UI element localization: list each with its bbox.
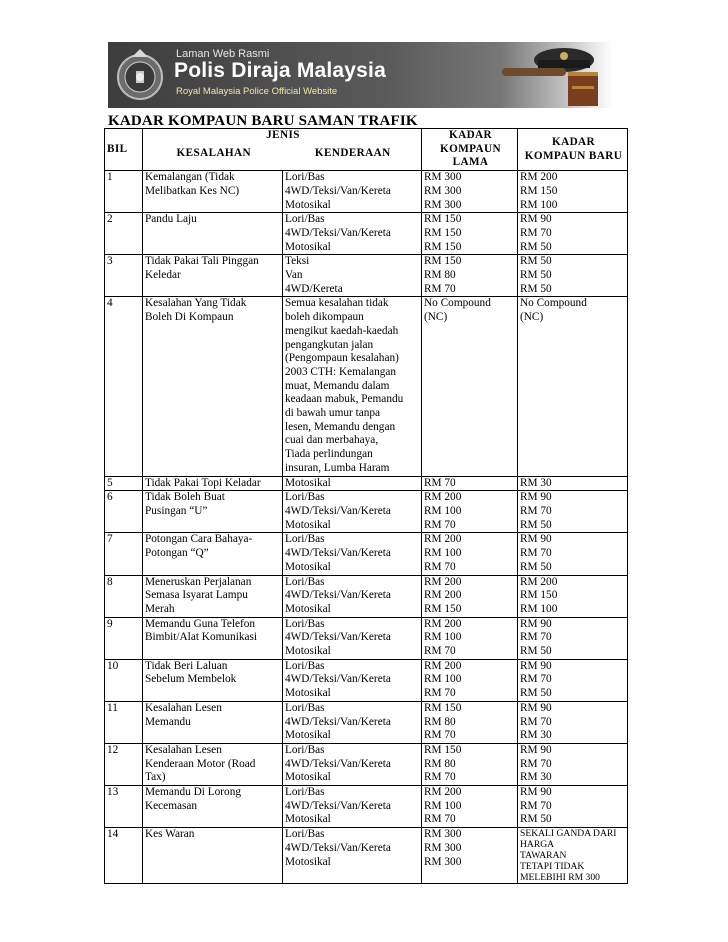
table-row (105, 701, 628, 743)
header-bil: BIL (105, 129, 143, 171)
cell-kenderaan (283, 213, 422, 255)
cell-kenderaan-line: Lori/Bas (285, 743, 325, 756)
cell-kenderaan-line: Motosikal (285, 560, 331, 573)
cell-kesalahan (143, 491, 283, 533)
cell-kadar-baru-line: RM 100 (520, 198, 558, 211)
cell-kadar-baru-line: RM 90 (520, 491, 552, 504)
cell-kadar-baru (518, 659, 628, 701)
cell-kesalahan (143, 255, 283, 297)
compound-rates-table (104, 128, 628, 884)
cell-kadar-lama-line: RM 200 (424, 786, 462, 799)
cell-kesalahan-line: Tax) (145, 771, 166, 784)
cell-kenderaan (283, 297, 422, 476)
cell-kenderaan (283, 476, 422, 491)
cell-kenderaan-line: 4WD/Teksi/Van/Kereta (285, 589, 391, 602)
cell-kadar-baru (518, 491, 628, 533)
banner-title: Polis Diraja Malaysia (174, 59, 386, 82)
cell-bil-line: 6 (107, 491, 113, 504)
cell-kadar-baru-line: RM 90 (520, 213, 552, 226)
cell-kadar-baru-line: TETAPI TIDAK (520, 861, 585, 873)
cell-kesalahan-line: Potongan “Q” (145, 547, 209, 560)
cell-kenderaan-line: (Pengompaun kesalahan) (285, 352, 399, 365)
cell-kenderaan-line: Tiada perlindungan (285, 448, 373, 461)
cell-kesalahan-line: Kesalahan Lesen (145, 743, 222, 756)
cell-kadar-baru-line: RM 90 (520, 701, 552, 714)
cell-bil-line: 11 (107, 701, 118, 714)
cell-bil-line: 10 (107, 659, 119, 672)
cell-kadar-baru (518, 575, 628, 617)
cell-kesalahan (143, 575, 283, 617)
table-row (105, 786, 628, 828)
cell-kenderaan-line: Motosikal (285, 518, 331, 531)
cell-kenderaan-line: Lori/Bas (285, 171, 325, 184)
cell-kadar-baru-line: RM 150 (520, 589, 558, 602)
banner-tagline: Royal Malaysia Police Official Website (176, 86, 338, 97)
cell-kenderaan-line: 2003 CTH: Kemalangan (285, 365, 397, 378)
cell-bil-line: 9 (107, 617, 113, 630)
cell-kadar-baru-line: RM 50 (520, 645, 552, 658)
cell-kenderaan-line: mengikut kaedah-kaedah (285, 324, 399, 337)
cell-kadar-lama (422, 255, 518, 297)
cell-bil-line: 3 (107, 255, 113, 268)
table-row (105, 213, 628, 255)
table-row (105, 659, 628, 701)
cell-kenderaan-line: Lori/Bas (285, 213, 325, 226)
cell-kadar-lama-line: RM 150 (424, 602, 462, 615)
cell-kenderaan (283, 617, 422, 659)
cell-kadar-lama (422, 828, 518, 884)
cell-kesalahan (143, 828, 283, 884)
cell-kadar-lama-line: RM 70 (424, 687, 456, 700)
cell-kadar-lama-line: RM 300 (424, 855, 462, 868)
cell-bil (105, 213, 143, 255)
cell-kenderaan (283, 743, 422, 785)
cell-kenderaan (283, 533, 422, 575)
cell-kenderaan-line: keadaan mabuk, Pemandu (285, 393, 404, 406)
cell-kadar-baru (518, 255, 628, 297)
cell-kadar-lama-line: RM 200 (424, 617, 462, 630)
cell-kenderaan-line: Lori/Bas (285, 828, 325, 841)
cell-kadar-baru-line: RM 50 (520, 518, 552, 531)
document-title: KADAR KOMPAUN BARU SAMAN TRAFIK (108, 113, 418, 129)
cell-kadar-baru-line: RM 200 (520, 171, 558, 184)
cell-kenderaan-line: 4WD/Teksi/Van/Kereta (285, 547, 391, 560)
cell-bil (105, 476, 143, 491)
cell-kadar-lama-line: RM 150 (424, 226, 462, 239)
cell-kadar-lama-line: RM 100 (424, 673, 462, 686)
cell-kenderaan (283, 171, 422, 213)
cell-kadar-lama-line: RM 70 (424, 518, 456, 531)
cell-kadar-lama (422, 533, 518, 575)
cell-kadar-baru-line: RM 70 (520, 757, 552, 770)
cell-kadar-baru-line: (NC) (520, 311, 544, 324)
cell-kadar-baru-line: RM 50 (520, 269, 552, 282)
cell-kesalahan-line: Kes Waran (145, 828, 195, 841)
cell-kesalahan (143, 533, 283, 575)
cell-kadar-baru-line: RM 100 (520, 602, 558, 615)
cell-kesalahan (143, 476, 283, 491)
cell-kenderaan-line: Lori/Bas (285, 617, 325, 630)
cell-kesalahan-line: Meneruskan Perjalanan (145, 575, 252, 588)
cell-kadar-baru-line: RM 70 (520, 715, 552, 728)
cell-kenderaan-line: Motosikal (285, 729, 331, 742)
cell-kenderaan-line: lesen, Memandu dengan (285, 420, 396, 433)
cell-kenderaan-line: Semua kesalahan tidak (285, 297, 389, 310)
cell-bil-line: 1 (107, 171, 113, 184)
cell-kesalahan-line: Kenderaan Motor (Road (145, 757, 256, 770)
cell-bil (105, 533, 143, 575)
cell-kesalahan-line: Keledar (145, 269, 181, 282)
cell-kadar-baru (518, 533, 628, 575)
cell-kenderaan-line: cuai dan merbahaya, (285, 434, 379, 447)
cell-kesalahan-line: Kemalangan (Tidak (145, 171, 235, 184)
cell-kesalahan-line: Memandu (145, 715, 191, 728)
cell-kadar-baru-line: RM 30 (520, 771, 552, 784)
cell-bil (105, 255, 143, 297)
cell-kadar-baru-line: RM 90 (520, 617, 552, 630)
cell-kesalahan (143, 171, 283, 213)
cell-kenderaan (283, 491, 422, 533)
cell-kenderaan-line: 4WD/Teksi/Van/Kereta (285, 757, 391, 770)
cell-kesalahan-line: Kecemasan (145, 799, 198, 812)
cell-kadar-lama-line: RM 70 (424, 771, 456, 784)
cell-kesalahan (143, 297, 283, 476)
cell-kenderaan-line: 4WD/Teksi/Van/Kereta (285, 841, 391, 854)
cell-kenderaan-line: Motosikal (285, 645, 331, 658)
cell-kadar-baru (518, 828, 628, 884)
cell-kadar-baru-line: RM 50 (520, 560, 552, 573)
cell-kadar-baru (518, 701, 628, 743)
cell-bil (105, 575, 143, 617)
header-kadar-lama: KADAR KOMPAUN LAMA (422, 129, 518, 171)
cell-kenderaan-line: 4WD/Teksi/Van/Kereta (285, 715, 391, 728)
cell-kadar-lama-line: RM 300 (424, 198, 462, 211)
cell-kadar-baru-line: RM 70 (520, 504, 552, 517)
header-kesalahan: KESALAHAN (143, 143, 283, 171)
police-cap-and-books-icon (472, 42, 612, 108)
cell-kadar-lama-line: RM 300 (424, 828, 462, 841)
cell-kadar-baru-line: RM 70 (520, 547, 552, 560)
cell-kesalahan (143, 659, 283, 701)
cell-kenderaan-line: 4WD/Kereta (285, 282, 343, 295)
cell-kadar-lama-line: RM 150 (424, 701, 462, 714)
cell-kenderaan-line: Motosikal (285, 476, 331, 489)
cell-kadar-baru-line: RM 150 (520, 184, 558, 197)
cell-bil-line: 5 (107, 476, 113, 489)
cell-kenderaan-line: 4WD/Teksi/Van/Kereta (285, 673, 391, 686)
cell-kenderaan-line: boleh dikompaun (285, 311, 364, 324)
cell-kenderaan-line: Lori/Bas (285, 701, 325, 714)
cell-kenderaan-line: muat, Memandu dalam (285, 379, 390, 392)
cell-kenderaan-line: Motosikal (285, 602, 331, 615)
cell-kesalahan (143, 701, 283, 743)
table-row (105, 491, 628, 533)
cell-kadar-baru-line: SEKALI GANDA DARI (520, 828, 617, 840)
cell-kesalahan-line: Merah (145, 602, 175, 615)
cell-kadar-baru-line: RM 70 (520, 631, 552, 644)
cell-kesalahan-line: Tidak Boleh Buat (145, 491, 225, 504)
table-row (105, 828, 628, 884)
cell-kesalahan-line: Kesalahan Lesen (145, 701, 222, 714)
cell-kadar-lama-line: RM 300 (424, 184, 462, 197)
header-kenderaan: KENDERAAN (283, 143, 422, 171)
cell-kadar-lama-line: RM 200 (424, 491, 462, 504)
cell-kadar-lama-line: RM 70 (424, 729, 456, 742)
header-jenis: JENIS (143, 129, 422, 144)
cell-kadar-lama-line: RM 80 (424, 757, 456, 770)
cell-kenderaan-line: Teksi (285, 255, 310, 268)
table-row (105, 533, 628, 575)
cell-kenderaan-line: di bawah umur tanpa (285, 407, 381, 420)
cell-kadar-baru-line: RM 50 (520, 687, 552, 700)
cell-kadar-lama-line: RM 70 (424, 813, 456, 826)
cell-kenderaan-line: 4WD/Teksi/Van/Kereta (285, 504, 391, 517)
table-row (105, 575, 628, 617)
cell-kadar-lama (422, 659, 518, 701)
cell-kadar-baru-line: TAWARAN (520, 850, 567, 862)
cell-kadar-lama-line: RM 300 (424, 171, 462, 184)
cell-kadar-lama-line: RM 100 (424, 799, 462, 812)
cell-bil-line: 7 (107, 533, 113, 546)
cell-kenderaan-line: Lori/Bas (285, 659, 325, 672)
cell-kadar-baru-line: RM 90 (520, 743, 552, 756)
cell-kadar-lama (422, 213, 518, 255)
cell-kesalahan-line: Bimbit/Alat Komunikasi (145, 631, 258, 644)
cell-kesalahan-line: Memandu Guna Telefon (145, 617, 256, 630)
cell-bil-line: 4 (107, 297, 113, 310)
cell-kadar-baru (518, 743, 628, 785)
cell-kenderaan-line: Lori/Bas (285, 786, 325, 799)
cell-kenderaan-line: pengangkutan jalan (285, 338, 374, 351)
cell-kenderaan (283, 659, 422, 701)
cell-kadar-lama (422, 575, 518, 617)
cell-kenderaan-line: 4WD/Teksi/Van/Kereta (285, 226, 391, 239)
cell-kadar-lama-line: RM 150 (424, 255, 462, 268)
cell-kadar-baru-line: No Compound (520, 297, 587, 310)
cell-kadar-lama-line: RM 70 (424, 645, 456, 658)
cell-kenderaan-line: Motosikal (285, 813, 331, 826)
cell-kadar-baru-line: RM 70 (520, 673, 552, 686)
cell-kadar-lama-line: RM 200 (424, 533, 462, 546)
cell-kadar-baru (518, 297, 628, 476)
cell-kesalahan-line: Potongan Cara Bahaya- (145, 533, 253, 546)
cell-bil-line: 14 (107, 828, 119, 841)
cell-kesalahan-line: Tidak Pakai Tali Pinggan (145, 255, 259, 268)
cell-kenderaan-line: Lori/Bas (285, 491, 325, 504)
cell-kadar-baru-line: RM 30 (520, 729, 552, 742)
cell-kadar-baru-line: RM 50 (520, 255, 552, 268)
cell-kadar-baru-line: HARGA (520, 839, 555, 851)
cell-bil (105, 743, 143, 785)
cell-kenderaan-line: Lori/Bas (285, 533, 325, 546)
cell-kesalahan-line: Semasa Isyarat Lampu (145, 589, 248, 602)
cell-kadar-baru (518, 476, 628, 491)
cell-kadar-baru (518, 171, 628, 213)
cell-kadar-baru-line: RM 50 (520, 282, 552, 295)
cell-kesalahan-line: Pusingan “U” (145, 504, 208, 517)
cell-kadar-baru (518, 617, 628, 659)
cell-bil (105, 171, 143, 213)
table-row (105, 476, 628, 491)
cell-kenderaan-line: Motosikal (285, 771, 331, 784)
cell-kadar-lama-line: RM 150 (424, 213, 462, 226)
cell-kesalahan (143, 786, 283, 828)
cell-kadar-lama-line: RM 150 (424, 240, 462, 253)
cell-kenderaan (283, 255, 422, 297)
banner-subtitle: Laman Web Rasmi (176, 48, 270, 60)
cell-kesalahan-line: Memandu Di Lorong (145, 786, 242, 799)
cell-bil-line: 12 (107, 743, 119, 756)
cell-kadar-lama-line: RM 100 (424, 631, 462, 644)
cell-kenderaan-line: Van (285, 269, 303, 282)
cell-kesalahan-line: Tidak Pakai Topi Keladar (145, 476, 261, 489)
cell-kenderaan-line: 4WD/Teksi/Van/Kereta (285, 631, 391, 644)
cell-kadar-baru-line: RM 90 (520, 533, 552, 546)
cell-kesalahan-line: Kesalahan Yang Tidak (145, 297, 247, 310)
cell-bil (105, 297, 143, 476)
cell-kadar-lama-line: (NC) (424, 311, 448, 324)
cell-kadar-lama (422, 297, 518, 476)
table-row (105, 617, 628, 659)
cell-kesalahan (143, 213, 283, 255)
cell-kesalahan (143, 617, 283, 659)
cell-kenderaan (283, 701, 422, 743)
cell-kadar-lama (422, 476, 518, 491)
cell-kadar-lama (422, 491, 518, 533)
cell-kadar-baru-line: RM 70 (520, 226, 552, 239)
cell-kadar-lama-line: RM 80 (424, 715, 456, 728)
cell-kadar-lama-line: RM 100 (424, 504, 462, 517)
table-row (105, 171, 628, 213)
cell-kadar-baru-line: RM 50 (520, 813, 552, 826)
header-kadar-baru: KADAR KOMPAUN BARU (518, 129, 628, 171)
cell-kenderaan (283, 786, 422, 828)
cell-kadar-lama-line: No Compound (424, 297, 491, 310)
cell-kadar-baru (518, 213, 628, 255)
site-banner (108, 42, 612, 108)
cell-bil-line: 8 (107, 575, 113, 588)
cell-kadar-baru-line: RM 200 (520, 575, 558, 588)
cell-kadar-lama-line: RM 300 (424, 841, 462, 854)
cell-kenderaan-line: Motosikal (285, 687, 331, 700)
cell-kadar-baru-line: RM 90 (520, 659, 552, 672)
cell-bil-line: 2 (107, 213, 113, 226)
cell-kenderaan-line: 4WD/Teksi/Van/Kereta (285, 184, 391, 197)
cell-kadar-lama-line: RM 200 (424, 575, 462, 588)
cell-bil-line: 13 (107, 786, 119, 799)
cell-kadar-lama-line: RM 200 (424, 659, 462, 672)
table-row (105, 297, 628, 476)
cell-kadar-lama-line: RM 150 (424, 743, 462, 756)
cell-kadar-lama (422, 171, 518, 213)
cell-kesalahan-line: Sebelum Membelok (145, 673, 237, 686)
cell-kadar-lama (422, 701, 518, 743)
table-row (105, 743, 628, 785)
cell-bil (105, 701, 143, 743)
cell-kadar-lama-line: RM 70 (424, 476, 456, 489)
cell-kenderaan-line: Lori/Bas (285, 575, 325, 588)
cell-bil (105, 659, 143, 701)
cell-kadar-baru (518, 786, 628, 828)
cell-bil (105, 491, 143, 533)
cell-kadar-lama-line: RM 70 (424, 560, 456, 573)
table-row (105, 255, 628, 297)
cell-bil (105, 786, 143, 828)
cell-bil (105, 617, 143, 659)
cell-kenderaan-line: Motosikal (285, 855, 331, 868)
cell-kadar-lama (422, 743, 518, 785)
cell-kenderaan (283, 575, 422, 617)
cell-kesalahan-line: Boleh Di Kompaun (145, 311, 234, 324)
cell-kesalahan (143, 743, 283, 785)
cell-kadar-baru-line: RM 50 (520, 240, 552, 253)
cell-kenderaan (283, 828, 422, 884)
cell-kadar-lama-line: RM 70 (424, 282, 456, 295)
cell-kadar-lama-line: RM 100 (424, 547, 462, 560)
cell-kadar-baru-line: RM 90 (520, 786, 552, 799)
cell-kenderaan-line: Motosikal (285, 240, 331, 253)
cell-kadar-baru-line: RM 30 (520, 476, 552, 489)
cell-kesalahan-line: Pandu Laju (145, 213, 197, 226)
cell-kenderaan-line: insuran, Lumba Haram (285, 461, 390, 474)
cell-kadar-lama (422, 786, 518, 828)
cell-kesalahan-line: Tidak Beri Laluan (145, 659, 228, 672)
cell-kadar-lama (422, 617, 518, 659)
cell-kenderaan-line: 4WD/Teksi/Van/Kereta (285, 799, 391, 812)
cell-kadar-baru-line: MELEBIHI RM 300 (520, 872, 600, 884)
cell-bil (105, 828, 143, 884)
cell-kadar-baru-line: RM 70 (520, 799, 552, 812)
police-emblem-icon (114, 47, 166, 103)
cell-kadar-lama-line: RM 80 (424, 269, 456, 282)
cell-kesalahan-line: Melibatkan Kes NC) (145, 184, 240, 197)
cell-kadar-lama-line: RM 200 (424, 589, 462, 602)
cell-kenderaan-line: Motosikal (285, 198, 331, 211)
